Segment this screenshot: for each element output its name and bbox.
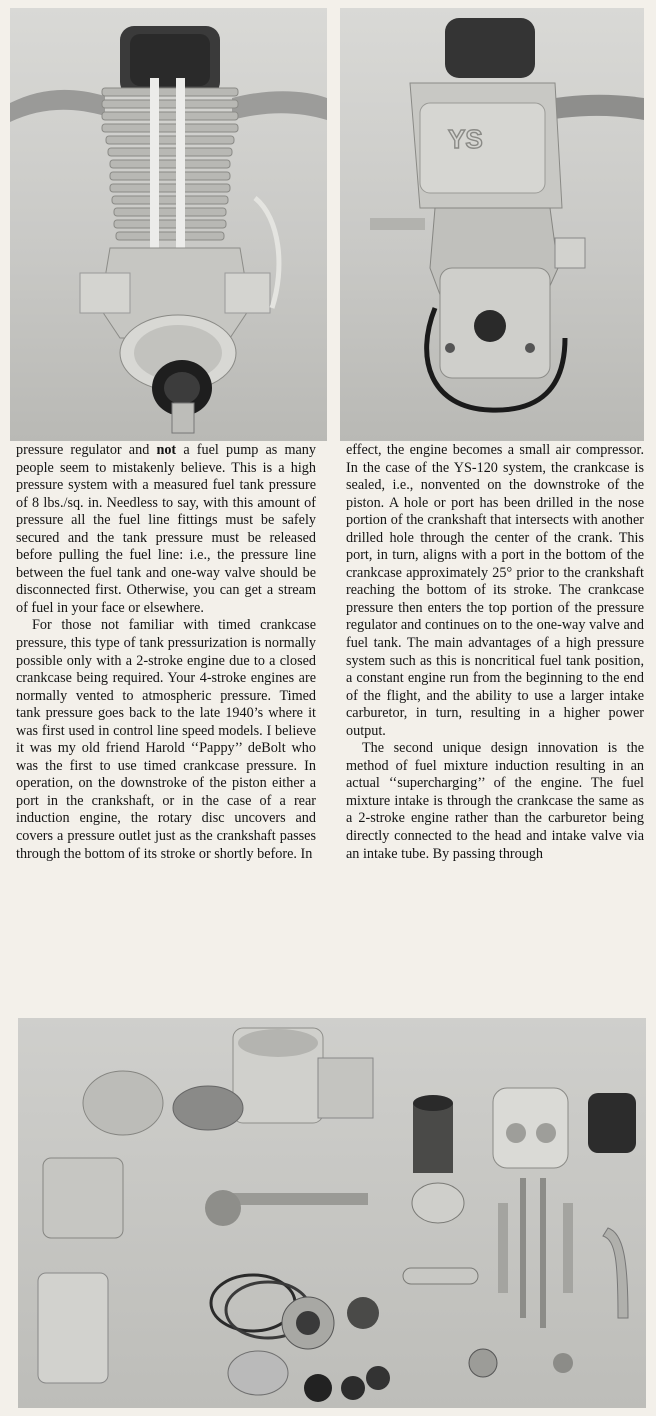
- paragraph: effect, the engine becomes a small air compressor. In the case of the YS-120 system, the crankcase is sealed, i.e., nonvented on the downstroke of the piston. A hole or port has been drilled in the nose portion of the crankshaft that intersects with another drilled hole through the center of the crank. This port, in turn, aligns with a port in the bottom of the crankcase approximately 25° prior to the crankshaft reaching the bottom of its stroke. The crankcase pressure then enters the top portion of the pressure regulator and continues on to the one-way valve and fuel tank. The main advantages of a high pressure system such as this is noncritical fuel tank position, a constant engine run from the beginning to the end of the flight, and the ability to use a larger intake carburetor, in turn, resulting in a higher power output.: [346, 442, 644, 739]
- engine-rear-illustration: [340, 8, 644, 441]
- text-column-left: [16, 442, 316, 1002]
- svg-text:YS: YS: [448, 124, 483, 154]
- text-column-right: [346, 442, 644, 1002]
- paragraph: pressure regulator and not a fuel pump as many people seem to mistakenly believe. This is a high pressure system with a measured fuel tank pressure of 8 lbs./sq. in. Needless to say, with this amount of pressure all the fuel line fittings must be safely secured and the tank pressure must be released before pulling the fuel line: i.e., the pressure line between the fuel tank and one-way valve should be disconnected first. Otherwise, you can get a stream of fuel in your face or elsewhere.: [16, 442, 316, 616]
- paragraph: The second unique design innovation is the method of fuel mixture induction resulting in an actual ‘‘supercharging’’ of the engine. The fuel mixture intake is through the crankcase the same as a 2-stroke engine rather than the carburetor being directly connected to the head and intake valve via an intake tube. By passing through: [346, 740, 644, 862]
- engine-parts-photo: [18, 1018, 646, 1408]
- ys-logo: [448, 124, 483, 154]
- paragraph: For those not familiar with timed crankcase pressure, this type of tank pressurization is normally possible only with a 2-stroke engine due to a closed crankcase being required. Your 4-stroke engines are normally vented to atmospheric pressure. Timed tank pressure goes back to the late 1940’s where it was first used in control line speed models. I believe it was my old friend Harold ‘‘Pappy’’ deBolt who was the first to use timed crankcase pressure. In operation, on the downstroke of the piston either a port in the crankshaft, or in the case of a rear induction engine, the rotary disc uncovers and covers a pressure outlet just as the crankshaft passes through the bottom of its stroke or shortly before. In: [16, 617, 316, 862]
- engine-front-photo: [10, 8, 327, 441]
- engine-rear-photo: [340, 8, 644, 441]
- engine-front-illustration: [10, 8, 327, 441]
- engine-parts-illustration: [18, 1018, 646, 1408]
